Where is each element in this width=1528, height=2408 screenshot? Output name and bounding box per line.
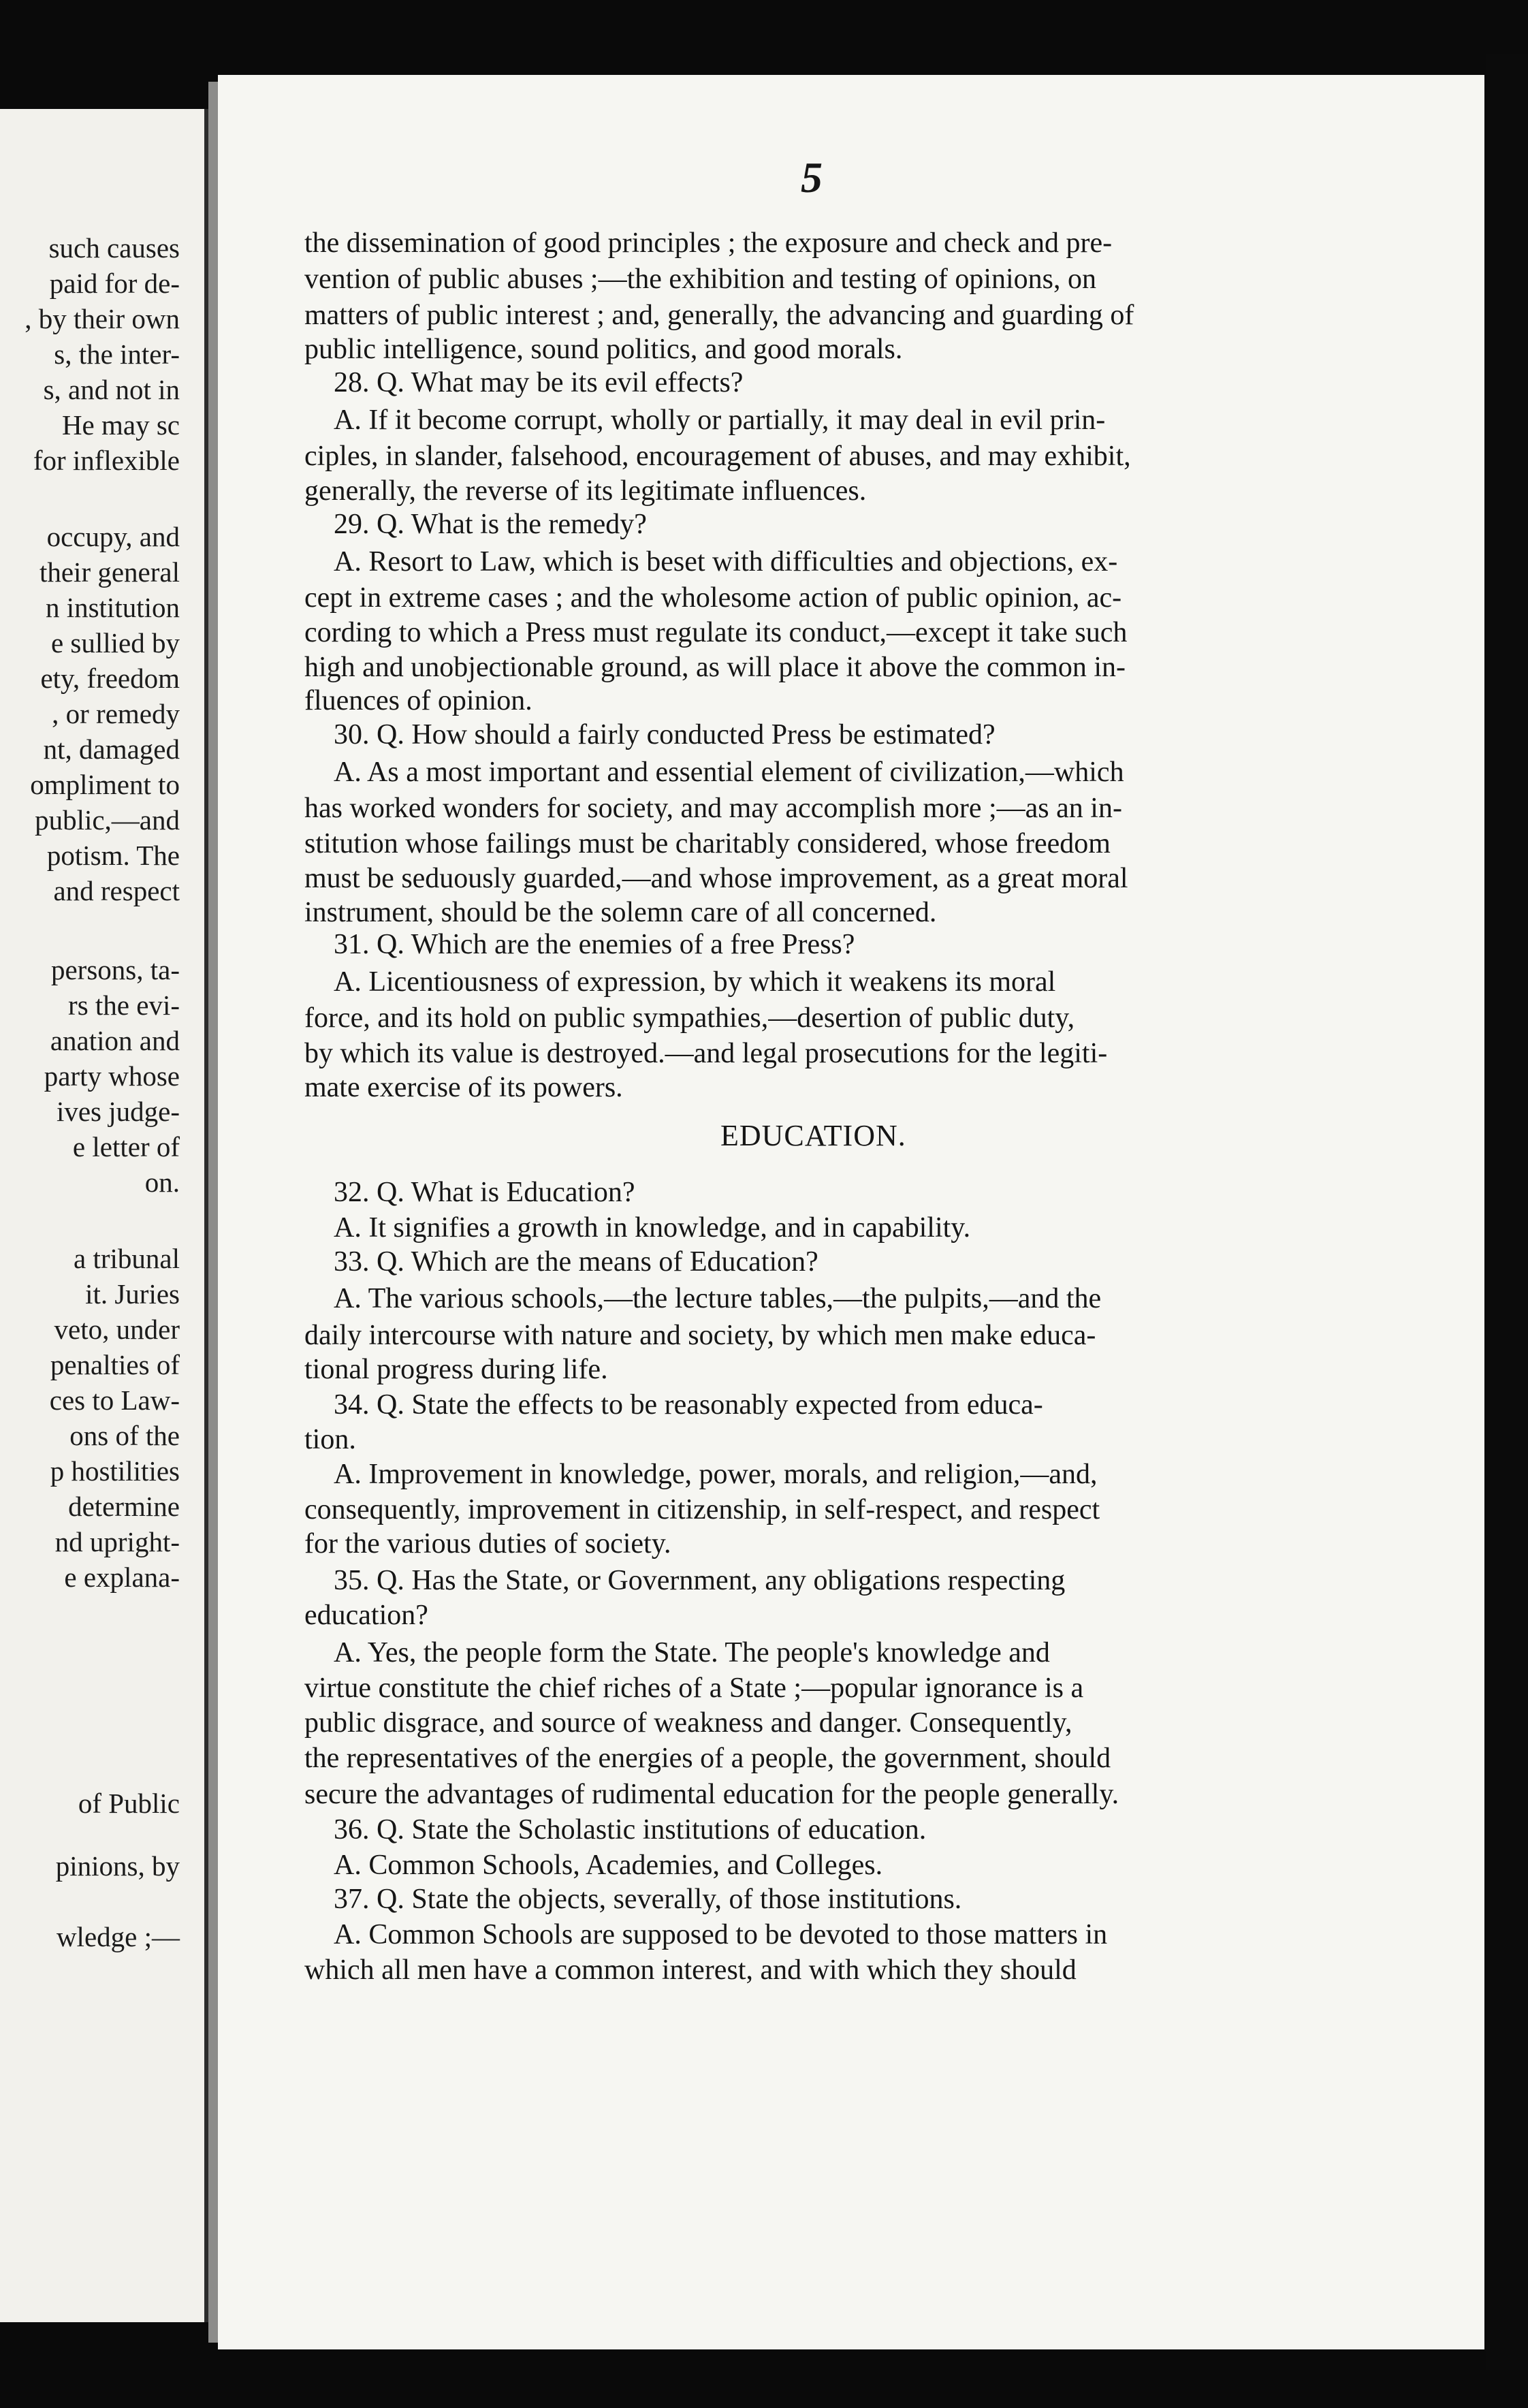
body-line: tion. [304, 1424, 356, 1455]
body-line: A. Resort to Law, which is beset with difficulties and objections, ex- [334, 546, 1118, 577]
left-page-fragment: pinions, by [55, 1850, 180, 1882]
body-line: secure the advantages of rudimental education for the people generally. [304, 1779, 1119, 1810]
body-line: virtue constitute the chief riches of a State ;—popular ignorance is a [304, 1673, 1084, 1704]
left-page-fragment: penalties of [50, 1349, 180, 1380]
body-line: generally, the reverse of its legitimate influences. [304, 475, 867, 507]
body-line: daily intercourse with nature and society, by which men make educa- [304, 1320, 1096, 1351]
left-page-fragment: party whose [44, 1060, 180, 1092]
left-page-fragment: occupy, and [46, 521, 180, 552]
body-line: A. As a most important and essential element of civilization,—which [334, 757, 1124, 788]
left-page-fragment: , by their own [25, 303, 180, 334]
body-line: A. Common Schools, Academies, and Colleges. [334, 1850, 883, 1881]
body-line: vention of public abuses ;—the exhibition and testing of opinions, on [304, 264, 1097, 295]
body-line: 29. Q. What is the remedy? [334, 509, 647, 540]
left-page-fragment: He may sc [61, 409, 180, 441]
left-page-fragment: anation and [50, 1025, 180, 1056]
body-line: public intelligence, sound politics, and good morals. [304, 334, 903, 365]
left-page-fragment: such causes [48, 232, 180, 264]
body-line: A. It signifies a growth in knowledge, and in capability. [334, 1212, 971, 1243]
body-line: 35. Q. Has the State, or Government, any obligations respecting [334, 1565, 1066, 1596]
body-line: tional progress during life. [304, 1354, 608, 1385]
left-page-fragment: , or remedy [52, 698, 180, 729]
body-line: the dissemination of good principles ; the exposure and check and pre- [304, 227, 1113, 259]
left-page-fragment: persons, ta- [50, 954, 180, 985]
left-page-fragment: e explana- [64, 1562, 180, 1593]
body-line: A. The various schools,—the lecture tables,—the pulpits,—and the [334, 1283, 1102, 1314]
body-line: 28. Q. What may be its evil effects? [334, 367, 744, 398]
left-page-fragment: ons of the [69, 1420, 180, 1451]
body-line: instrument, should be the solemn care of all concerned. [304, 897, 937, 928]
body-line: 37. Q. State the objects, severally, of those institutions. [334, 1884, 962, 1915]
body-line: education? [304, 1600, 428, 1631]
body-line: high and unobjectionable ground, as will place it above the common in- [304, 652, 1126, 683]
left-page-fragment: ety, freedom [40, 663, 180, 694]
section-heading: EDUCATION. [720, 1119, 906, 1152]
left-page-fragment: wledge ;— [56, 1921, 180, 1952]
body-line: 31. Q. Which are the enemies of a free Press? [334, 929, 855, 960]
left-page-fragment: ces to Law- [49, 1384, 180, 1416]
body-line: consequently, improvement in citizenship, in self-respect, and respect [304, 1494, 1100, 1525]
body-line: for the various duties of society. [304, 1528, 671, 1559]
left-page-fragment: e letter of [72, 1131, 180, 1162]
body-line: has worked wonders for society, and may accomplish more ;—as an in- [304, 793, 1122, 824]
body-line: matters of public interest ; and, generally, the advancing and guarding of [304, 300, 1134, 331]
left-page-fragment: and respect [53, 875, 180, 906]
body-line: cording to which a Press must regulate its conduct,—except it take such [304, 617, 1128, 648]
left-page-fragment: paid for de- [49, 268, 180, 299]
left-page-fragment: ives judge- [56, 1096, 180, 1127]
left-page-fragment: a tribunal [74, 1243, 180, 1274]
left-page-fragment: rs the evi- [68, 989, 180, 1021]
body-line: A. Yes, the people form the State. The people's knowledge and [334, 1637, 1050, 1668]
left-page-fragment: it. Juries [85, 1278, 180, 1310]
page-number: 5 [801, 153, 823, 202]
body-line: A. Licentiousness of expression, by which it weakens its moral [334, 966, 1056, 998]
body-line: 34. Q. State the effects to be reasonably expected from educa- [334, 1389, 1043, 1421]
body-line: force, and its hold on public sympathies,—desertion of public duty, [304, 1002, 1075, 1034]
body-line: 32. Q. What is Education? [334, 1177, 635, 1208]
left-page-fragment: determine [68, 1491, 180, 1522]
body-line: 33. Q. Which are the means of Education? [334, 1246, 818, 1278]
left-page-fragment: nd upright- [54, 1526, 180, 1557]
left-page-fragment: p hostilities [50, 1455, 180, 1487]
left-page-fragment: their general [39, 556, 180, 588]
page-edge-shadow [1486, 54, 1528, 2370]
body-line: the representatives of the energies of a people, the government, should [304, 1743, 1111, 1774]
left-page-fragment: e sullied by [50, 627, 180, 659]
body-line: ciples, in slander, falsehood, encouragement of abuses, and may exhibit, [304, 441, 1131, 472]
body-line: 36. Q. State the Scholastic institutions of education. [334, 1814, 927, 1845]
body-line: must be seduously guarded,—and whose improvement, as a great moral [304, 863, 1128, 894]
left-page-fragment: s, and not in [43, 374, 180, 405]
left-page-fragment: veto, under [54, 1314, 180, 1345]
body-line: A. Improvement in knowledge, power, morals, and religion,—and, [334, 1459, 1098, 1490]
left-page-fragment: on. [144, 1167, 180, 1198]
body-line: public disgrace, and source of weakness and danger. Consequently, [304, 1707, 1072, 1739]
left-page-fragment: s, the inter- [54, 338, 180, 370]
left-page [0, 109, 208, 2322]
body-line: stitution whose failings must be charitably considered, whose freedom [304, 828, 1111, 859]
body-line: 30. Q. How should a fairly conducted Press be estimated? [334, 719, 996, 750]
body-line: mate exercise of its powers. [304, 1072, 623, 1103]
body-line: fluences of opinion. [304, 685, 532, 716]
left-page-fragment: potism. The [46, 840, 180, 871]
left-page-fragment: ompliment to [30, 769, 180, 800]
body-line: cept in extreme cases ; and the wholesome action of public opinion, ac- [304, 582, 1122, 614]
left-page-fragment: nt, damaged [43, 733, 180, 765]
left-page-fragment: for inflexible [33, 445, 180, 476]
left-page-fragment: n institution [45, 592, 180, 623]
body-line: A. Common Schools are supposed to be devoted to those matters in [334, 1919, 1108, 1950]
left-page-fragment: of Public [78, 1788, 180, 1819]
left-page-fragment: public,—and [35, 804, 180, 836]
body-line: A. If it become corrupt, wholly or partially, it may deal in evil prin- [334, 405, 1106, 436]
body-line: by which its value is destroyed.—and legal prosecutions for the legiti- [304, 1038, 1108, 1069]
body-line: which all men have a common interest, and with which they should [304, 1954, 1077, 1986]
